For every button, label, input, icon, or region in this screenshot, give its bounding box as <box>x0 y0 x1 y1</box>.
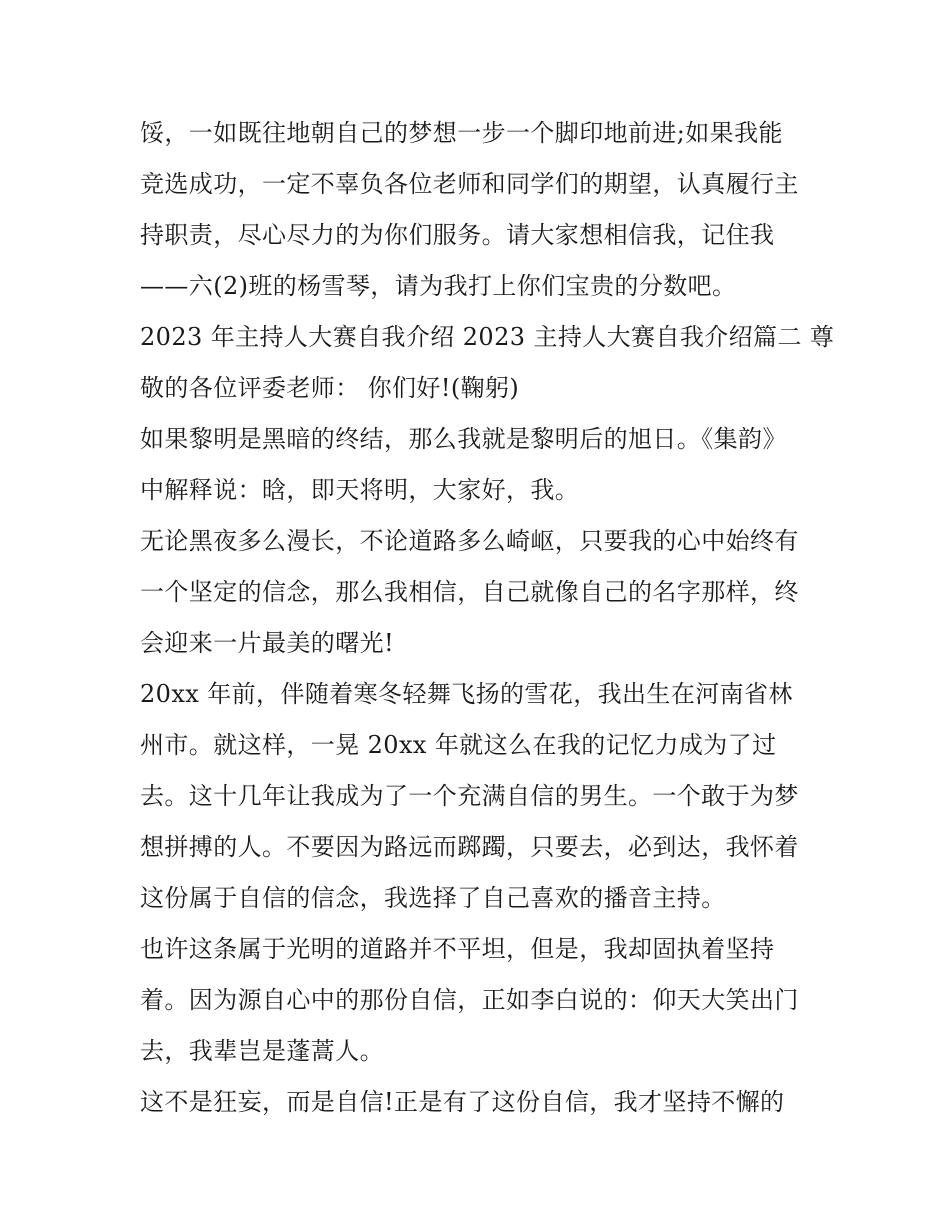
text-line: 20xx 年前，伴随着寒冬轻舞飞扬的雪花，我出生在河南省林 <box>140 680 793 708</box>
text-line: 去，我辈岂是蓬蒿人。 <box>140 1037 384 1065</box>
text-line: 竞选成功，一定不辜负各位老师和同学们的期望，认真履行主 <box>140 170 799 198</box>
text-line: 馁，一如既往地朝自己的梦想一步一个脚印地前进;如果我能 <box>140 119 783 147</box>
text-line: 中解释说：晗，即天将明，大家好，我。 <box>140 476 580 504</box>
text-line: 着。因为源自心中的那份自信，正如李白说的：仰天大笑出门 <box>140 986 799 1014</box>
text-line: 敬的各位评委老师： 你们好!(鞠躬) <box>140 374 520 402</box>
text-line: 如果黎明是黑暗的终结，那么我就是黎明后的旭日。《集韵》 <box>140 425 787 453</box>
text-line: 2023 年主持人大赛自我介绍 2023 主持人大赛自我介绍篇二 尊 <box>140 323 835 351</box>
text-line: ——六(2)班的杨雪琴，请为我打上你们宝贵的分数吧。 <box>140 272 737 300</box>
text-line: 一个坚定的信念，那么我相信，自己就像自己的名字那样，终 <box>140 578 799 606</box>
text-line: 持职责，尽心尽力的为你们服务。请大家想相信我，记住我 <box>140 221 775 249</box>
text-line: 这不是狂妄，而是自信!正是有了这份自信，我才坚持不懈的 <box>140 1088 785 1116</box>
text-line: 想拼搏的人。不要因为路远而踯躅，只要去，必到达，我怀着 <box>140 833 799 861</box>
text-line: 无论黑夜多么漫长，不论道路多么崎岖，只要我的心中始终有 <box>140 527 799 555</box>
text-line: 这份属于自信的信念，我选择了自己喜欢的播音主持。 <box>140 884 726 912</box>
text-line: 会迎来一片最美的曙光! <box>140 629 395 657</box>
text-line: 也许这条属于光明的道路并不平坦，但是，我却固执着坚持 <box>140 935 775 963</box>
text-line: 州市。就这样，一晃 20xx 年就这么在我的记忆力成为了过 <box>140 731 777 759</box>
text-line: 去。这十几年让我成为了一个充满自信的男生。一个敢于为梦 <box>140 782 799 810</box>
document-page <box>140 108 835 1128</box>
